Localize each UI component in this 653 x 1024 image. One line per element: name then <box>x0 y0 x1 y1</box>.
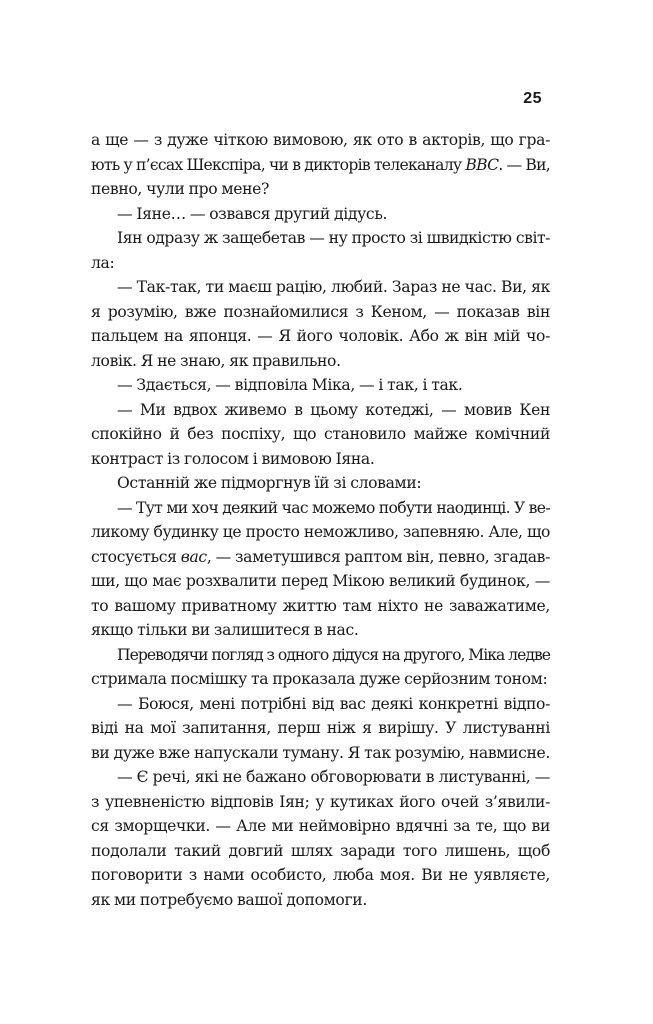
text-line-part: ловік. Я не знаю, як правильно. <box>91 351 341 370</box>
text-line-part: — Боюся, мені потрібні від вас деякі конкретні відпо- <box>117 694 550 713</box>
italic-text: вас <box>180 547 207 566</box>
text-line <box>91 349 550 374</box>
text-line-part: — Так-так, ти маєш рацію, любий. Зараз не час. Ви, як <box>117 278 550 296</box>
text-line-part: — Тут ми хоч деякий час можемо побути наодинці. У ве- <box>117 498 550 517</box>
text-line <box>91 496 550 521</box>
text-line-part: ють у п’єсах Шекспіра, чи в дикторів телеканалу <box>91 155 466 174</box>
text-line-part: — Ми вдвох живемо в цьому котеджі, — мовив Кен <box>117 400 550 419</box>
text-line-part: я розумію, вже познайомилися з Кеном, — показав він <box>91 302 550 321</box>
text-line <box>91 520 550 545</box>
text-line-part: ся зморщечки. — Але ми неймовірно вдячні за те, що ви <box>91 817 550 835</box>
text-line-part: Останній же підморгнув їй зі словами: <box>117 474 422 492</box>
text-line-part: ла: <box>91 253 115 272</box>
page-number: 25 <box>523 90 542 107</box>
text-line-part: — Здається, — відповіла Міка, — і так, і так. <box>117 376 463 394</box>
text-line-part: Іян одразу ж защебетав — ну просто зі швидкістю світ- <box>117 229 550 247</box>
text-line <box>91 373 550 398</box>
text-line <box>91 814 550 839</box>
text-line <box>91 324 550 349</box>
text-line <box>91 790 550 815</box>
text-line <box>91 447 550 472</box>
text-line <box>91 177 550 202</box>
text-line-part: подолали такий довгий шлях заради того лишень, щоб <box>91 841 550 860</box>
text-line-part: . — Ви, <box>498 155 551 174</box>
text-line-part: пальцем на японця. — Я його чоловік. Або ж він мій чо- <box>91 327 550 345</box>
text-line <box>91 202 550 227</box>
text-line-part: а ще — з дуже чіткою вимовою, як ото в акторів, що гра- <box>91 131 550 149</box>
text-line <box>91 594 550 619</box>
italic-text: BBC <box>465 155 499 174</box>
text-line <box>91 839 550 864</box>
text-line-part: ликому будинку це просто неможливо, запевняю. Але, що <box>91 523 550 541</box>
text-line <box>91 398 550 423</box>
text-line-part: стосується <box>91 547 181 566</box>
text-line <box>91 251 550 276</box>
text-line-part: — Іяне… — озвався другий дідусь. <box>117 204 388 223</box>
text-line <box>91 422 550 447</box>
text-line-part: стримала посмішку та проказала дуже серйозним тоном: <box>91 670 548 688</box>
text-line-part: Переводячи погляд з одного дідуся на другого, Міка ледве <box>117 645 550 664</box>
text-line <box>91 716 550 741</box>
text-line <box>91 128 550 153</box>
text-line-part: якщо тільки ви залишитеся в нас. <box>91 621 359 639</box>
text-line <box>91 863 550 888</box>
text-line <box>91 667 550 692</box>
text-line <box>91 888 550 913</box>
text-line-part: контраст із голосом і вимовою Іяна. <box>91 449 375 468</box>
text-line <box>91 300 550 325</box>
text-line <box>91 618 550 643</box>
text-line-part: з упевненістю відповів Іян; у кутиках його очей з’явили- <box>91 792 550 811</box>
text-line-part: , — заметушився раптом він, певно, згадав- <box>206 547 550 566</box>
text-line-part: як ми потребуємо вашої допомоги. <box>91 890 367 909</box>
text-line <box>91 741 550 766</box>
text-line-part: — Є речі, які не бажано обговорювати в листуванні, — <box>117 768 550 786</box>
text-line <box>91 545 550 570</box>
text-line-part: спокійно й без поспіху, що становило майже комічний <box>91 425 550 443</box>
text-line-part: то вашому приватному життю там ніхто не заважатиме, <box>91 596 550 615</box>
body-text <box>91 128 550 912</box>
text-line-part: певно, чули про мене? <box>91 180 270 198</box>
text-line <box>91 643 550 668</box>
text-line-part: ви дуже вже напускали туману. Я так розумію, навмисне. <box>91 743 550 762</box>
text-line-part: поговорити з нами особисто, люба моя. Ви не уявляєте, <box>91 866 550 884</box>
text-line <box>91 153 550 178</box>
text-line <box>91 226 550 251</box>
text-line <box>91 692 550 717</box>
text-line <box>91 275 550 300</box>
text-line-part: ши, що має розхвалити перед Мікою великий будинок, — <box>91 572 550 590</box>
text-line <box>91 569 550 594</box>
text-line-part: віді на мої запитання, перш ніж я вирішу. У листуванні <box>91 719 550 737</box>
text-line <box>91 471 550 496</box>
text-line <box>91 765 550 790</box>
